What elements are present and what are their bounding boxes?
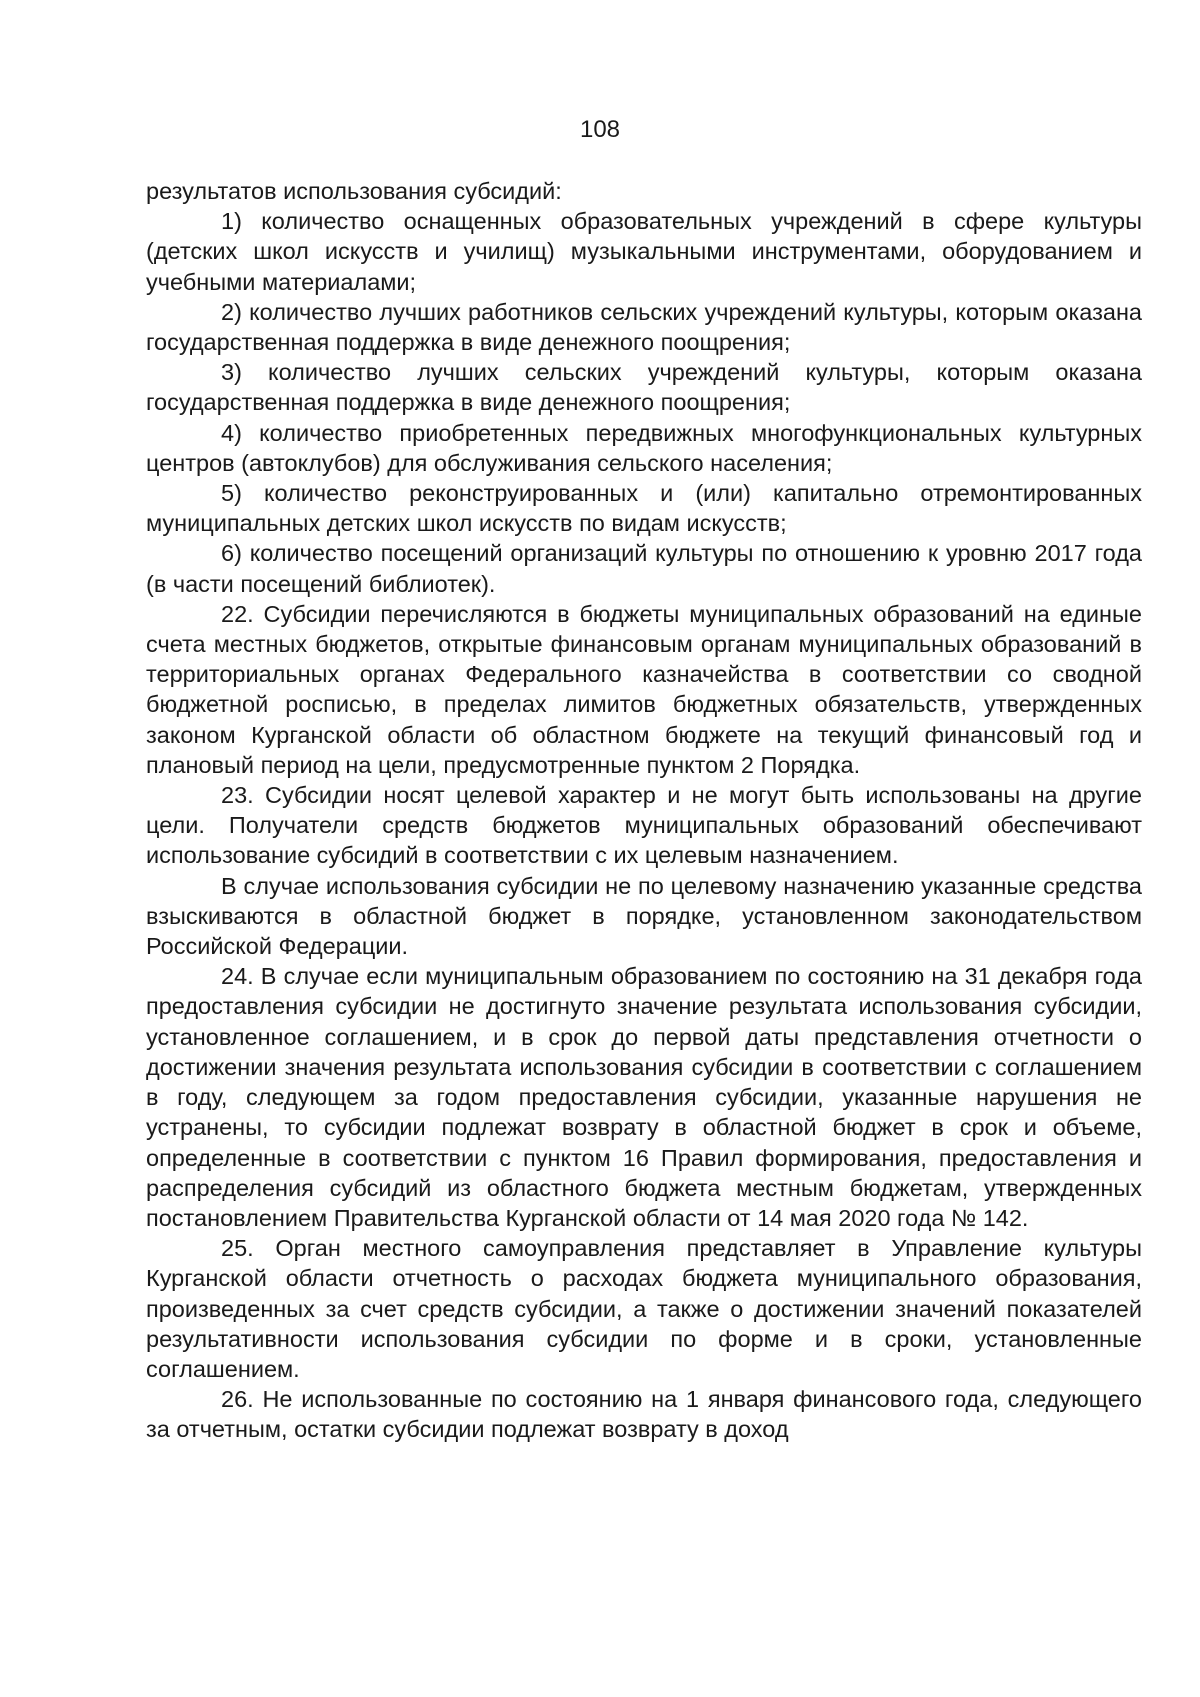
paragraph-clause-25: 25. Орган местного самоуправления представляет в Управление культуры Курганской области отчетность о расходах бюджета муниципального образования, произведенных за счет средств субсидии, а также о достижении значений показателей результативности использования субсидии по форме и в сроки, установленные соглашением.	[146, 1235, 1142, 1382]
page-number: 108	[579, 116, 621, 143]
paragraph-item-6: 6) количество посещений организаций культуры по отношению к уровню 2017 года (в части посещений библиотек).	[146, 540, 1142, 597]
paragraph-clause-23: 23. Субсидии носят целевой характер и не могут быть использованы на другие цели. Получатели средств бюджетов муниципальных образований обеспечивают использование субсидий в соответствии с их целевым назначением.	[146, 782, 1142, 869]
paragraph-continuation: результатов использования субсидий:	[146, 178, 562, 204]
paragraph-item-5: 5) количество реконструированных и (или) капитально отремонтированных муниципальных детских школ искусств по видам искусств;	[146, 480, 1142, 537]
paragraph-item-3: 3) количество лучших сельских учреждений культуры, которым оказана государственная поддержка в виде денежного поощрения;	[146, 359, 1142, 416]
paragraph-item-1: 1) количество оснащенных образовательных учреждений в сфере культуры (детских школ искусств и училищ) музыкальными инструментами, оборудованием и учебными материалами;	[146, 208, 1142, 295]
paragraph-clause-22: 22. Субсидии перечисляются в бюджеты муниципальных образований на единые счета местных бюджетов, открытые финансовым органам муниципальных образований в территориальных органах Федерального казначейства в соответствии со сводной бюджетной росписью, в пределах лимитов бюджетных обязательств, утвержденных законом Курганской области об областном бюджете на текущий финансовый год и плановый период на цели, предусмотренные пунктом 2 Порядка.	[146, 600, 1142, 778]
paragraph-clause-23-misuse: В случае использования субсидии не по целевому назначению указанные средства взыскиваются в областной бюджет в порядке, установленном законодательством Российской Федерации.	[146, 872, 1142, 960]
paragraph-clause-26: 26. Не использованные по состоянию на 1 января финансового года, следующего за отчетным, остатки субсидии подлежат возврату в доход	[146, 1386, 1142, 1443]
paragraph-item-4: 4) количество приобретенных передвижных многофункциональных культурных центров (автоклубов) для обслуживания сельского населения;	[146, 419, 1142, 476]
document-body	[146, 176, 1142, 1445]
paragraph-item-2: 2) количество лучших работников сельских учреждений культуры, которым оказана государственная поддержка в виде денежного поощрения;	[146, 298, 1142, 356]
paragraph-clause-24: 24. В случае если муниципальным образованием по состоянию на 31 декабря года предоставления субсидии не достигнуто значение результата использования субсидии, установленное соглашением, и в срок до первой даты представления отчетности о достижении значения результата использования субсидии в соответствии с соглашением в году, следующем за годом предоставления субсидии, указанные нарушения не устранены, то субсидии подлежат возврату в областной бюджет в срок и объеме, определенные в соответствии с пунктом 16 Правил формирования, предоставления и распределения субсидий из областного бюджета местным бюджетам, утвержденных постановлением Правительства Курганской области от 14 мая 2020 года № 142.	[146, 963, 1142, 1231]
